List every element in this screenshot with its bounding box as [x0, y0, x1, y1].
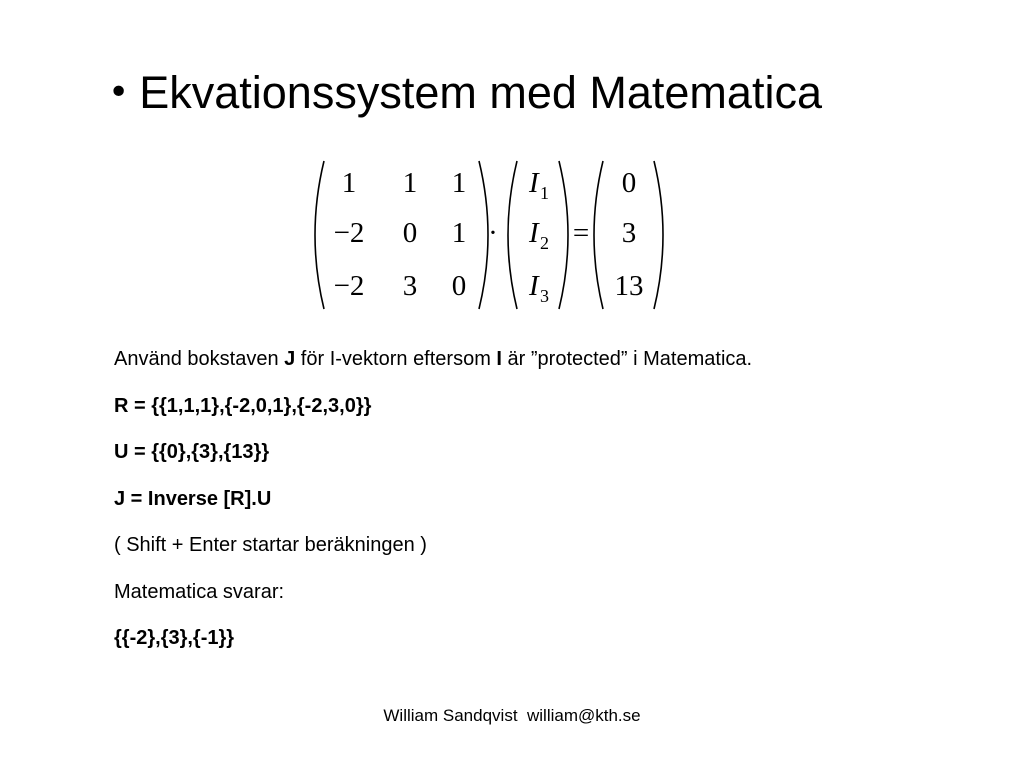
equation-svg	[305, 155, 670, 315]
intro-part1: Använd bokstaven	[114, 348, 285, 370]
vector-i-right-paren	[559, 161, 568, 309]
slide-title	[108, 68, 822, 118]
body-text	[114, 347, 752, 673]
answer-value: {{-2},{3},{-1}}	[114, 627, 235, 649]
answer-label: Matematica svarar:	[114, 580, 285, 603]
matrix-left-paren	[315, 161, 324, 309]
intro-part3: är ”protected” i Matematica.	[501, 348, 753, 370]
matrix-equation	[305, 155, 670, 315]
dot-operator: ·	[488, 217, 498, 249]
matrix-cell: 0	[451, 270, 467, 302]
equals-sign: =	[572, 217, 590, 249]
vector-u-left-paren	[594, 161, 603, 309]
footer-credit: William Sandqvist william@kth.se	[383, 706, 641, 725]
vector-i-left-paren	[508, 161, 517, 309]
vector-i-symbol: I	[529, 167, 539, 199]
intro-bold-j: J	[284, 348, 296, 370]
matrix-cell: 0	[402, 217, 418, 249]
matrix-cell: 1	[451, 217, 467, 249]
bullet-icon: •	[108, 71, 130, 113]
vector-u-cell: 3	[621, 217, 637, 249]
vector-i-subscript: 1	[540, 183, 549, 203]
u-definition: U = {{0},{3},{13}}	[114, 441, 270, 463]
shift-enter-hint: ( Shift + Enter startar beräkningen )	[114, 534, 427, 556]
vector-i-subscript: 2	[540, 233, 549, 253]
matrix-cell: 1	[451, 167, 467, 199]
matrix-cell: −2	[333, 217, 365, 249]
vector-i-symbol: I	[529, 270, 539, 302]
vector-i-subscript: 3	[540, 286, 549, 306]
j-definition: J = Inverse [R].U	[114, 487, 272, 510]
intro-part2: för I-vektorn eftersom	[295, 348, 497, 370]
title-text: Ekvationssystem med Matematica	[139, 67, 822, 118]
vector-u-cell: 13	[614, 270, 644, 302]
matrix-right-paren	[479, 161, 488, 309]
matrix-cell: −2	[333, 270, 365, 302]
matrix-cell: 1	[402, 167, 418, 199]
vector-u-cell: 0	[621, 167, 637, 199]
intro-line	[114, 347, 752, 371]
vector-i-symbol: I	[529, 217, 539, 249]
r-definition: R = {{1,1,1},{-2,0,1},{-2,3,0}}	[114, 394, 372, 417]
intro-bold-i: I	[496, 348, 502, 370]
matrix-cell: 3	[402, 270, 418, 302]
vector-u-right-paren	[654, 161, 663, 309]
matrix-cell: 1	[341, 167, 357, 199]
